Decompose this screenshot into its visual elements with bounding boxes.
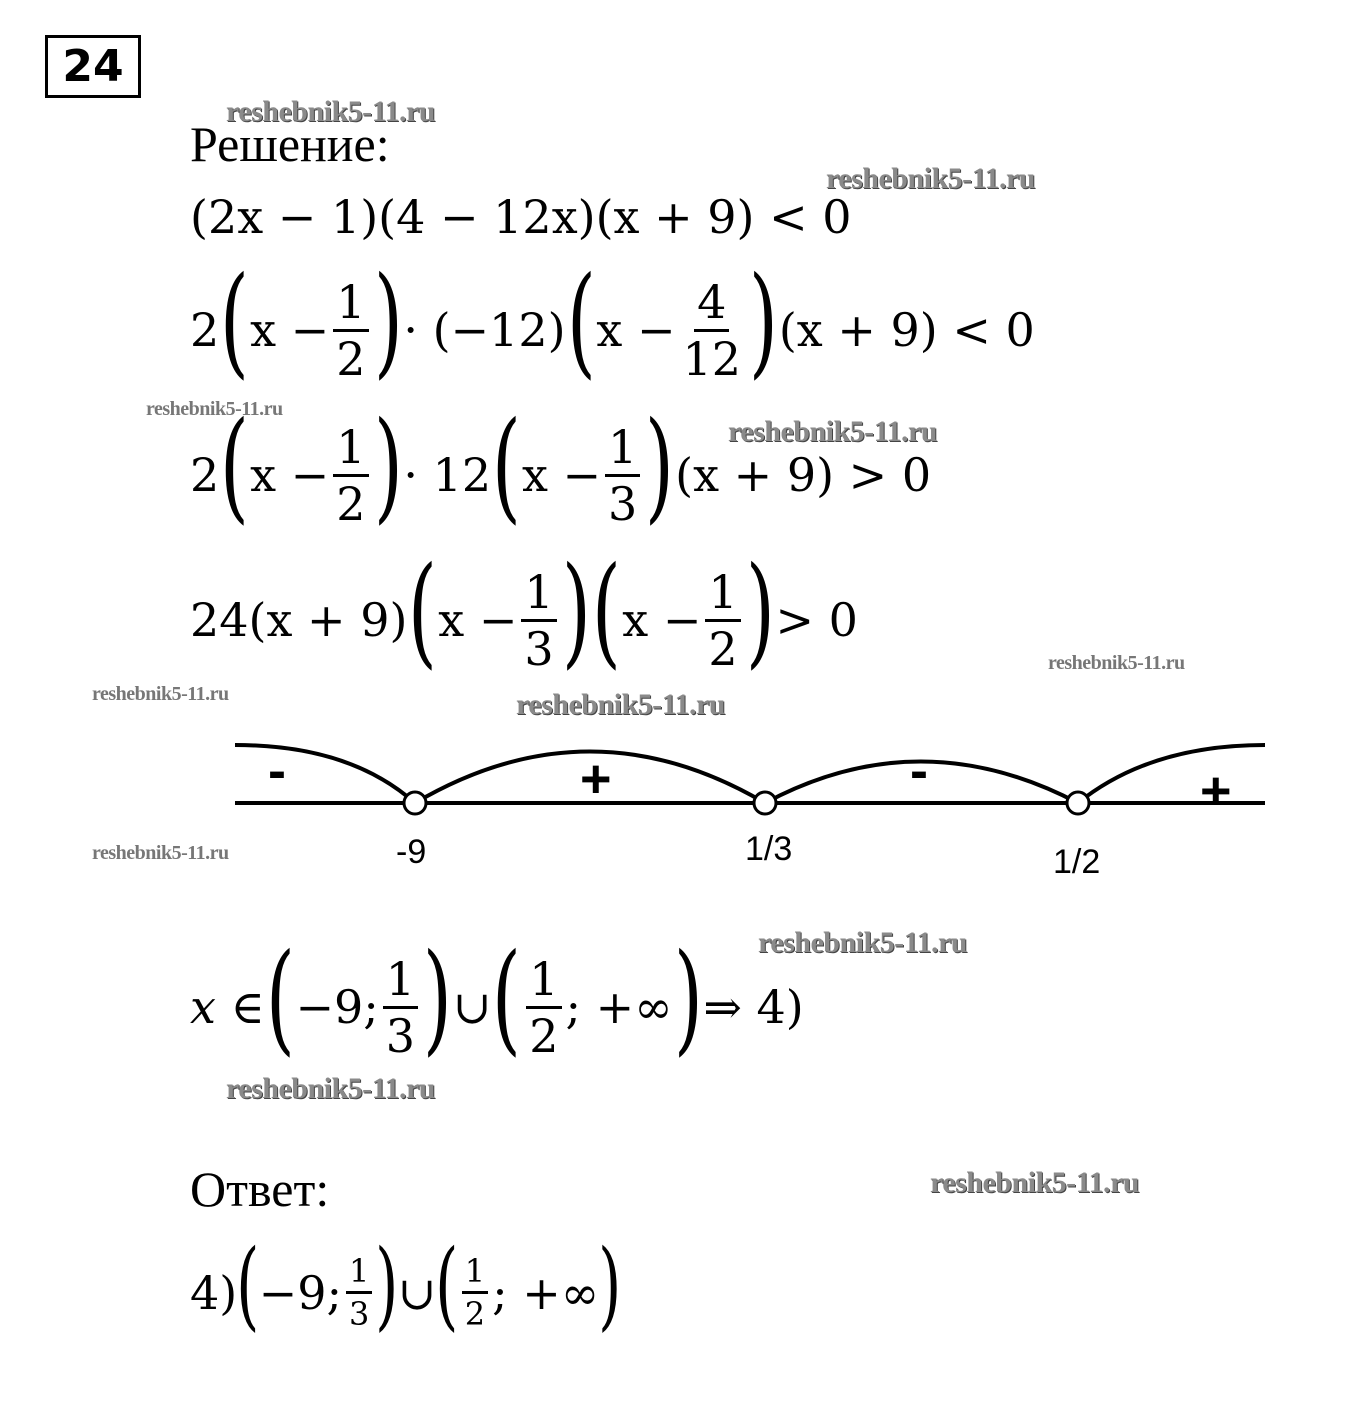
numerator: 1 bbox=[333, 279, 368, 332]
watermark: reshebnik5-11.ru bbox=[226, 95, 435, 128]
union-symbol: ∪ bbox=[397, 1265, 437, 1320]
sign-arc bbox=[235, 745, 415, 803]
term: ; +∞ bbox=[492, 1265, 600, 1320]
left-paren: ( bbox=[492, 929, 522, 1068]
term: · 12 bbox=[403, 448, 492, 502]
numerator: 1 bbox=[346, 1255, 372, 1294]
watermark: reshebnik5-11.ru bbox=[92, 842, 229, 864]
right-paren: ) bbox=[561, 542, 591, 681]
fraction bbox=[521, 564, 556, 676]
term: x − bbox=[622, 593, 702, 647]
equation-line-2 bbox=[190, 252, 1035, 395]
right-paren: ) bbox=[375, 1228, 399, 1341]
term: x − bbox=[250, 448, 330, 502]
left-paren: ( bbox=[492, 397, 522, 536]
denominator: 2 bbox=[336, 331, 366, 386]
point-label: 1/2 bbox=[1053, 843, 1101, 881]
coefficient: 2 bbox=[190, 448, 220, 502]
point-label: -9 bbox=[396, 833, 427, 871]
term: x ∈ bbox=[190, 980, 265, 1034]
numerator: 1 bbox=[605, 424, 640, 477]
sign-minus: - bbox=[268, 741, 286, 801]
fraction bbox=[333, 274, 368, 386]
denominator: 2 bbox=[464, 1295, 486, 1333]
numerator: 1 bbox=[462, 1255, 488, 1294]
watermark: reshebnik5-11.ru bbox=[146, 398, 283, 420]
watermark: reshebnik5-11.ru bbox=[758, 926, 967, 959]
numerator: 1 bbox=[333, 424, 368, 477]
number-line bbox=[0, 720, 1345, 890]
right-paren: ) bbox=[373, 397, 403, 536]
denominator: 3 bbox=[524, 621, 554, 676]
term: · (−12) bbox=[403, 303, 566, 357]
term: −9; bbox=[258, 1265, 342, 1320]
denominator: 2 bbox=[336, 476, 366, 531]
denominator: 3 bbox=[348, 1295, 370, 1333]
result-line bbox=[190, 929, 804, 1072]
term: > 0 bbox=[775, 593, 858, 647]
watermark: reshebnik5-11.ru bbox=[516, 688, 725, 721]
sign-minus: - bbox=[910, 741, 928, 801]
fraction bbox=[679, 274, 744, 386]
numerator: 1 bbox=[705, 569, 740, 622]
denominator: 3 bbox=[385, 1008, 416, 1063]
fraction bbox=[462, 1252, 488, 1333]
coefficient: 2 bbox=[190, 303, 220, 357]
denominator: 2 bbox=[529, 1008, 559, 1063]
sign-arc bbox=[1078, 745, 1265, 803]
term: (x + 9) < 0 bbox=[778, 303, 1035, 357]
fraction bbox=[605, 419, 640, 531]
term: ; +∞ bbox=[565, 980, 673, 1034]
left-paren: ( bbox=[220, 252, 250, 391]
watermark: reshebnik5-11.ru bbox=[728, 415, 937, 448]
denominator: 3 bbox=[608, 476, 638, 531]
right-paren: ) bbox=[748, 252, 778, 391]
right-paren: ) bbox=[745, 542, 775, 681]
equation-line-4 bbox=[190, 542, 858, 685]
term: −9; bbox=[295, 980, 379, 1034]
union-symbol: ∪ bbox=[452, 980, 492, 1034]
watermark: reshebnik5-11.ru bbox=[930, 1166, 1139, 1199]
term: x − bbox=[438, 593, 518, 647]
left-paren: ( bbox=[220, 397, 250, 536]
numerator: 1 bbox=[526, 956, 561, 1009]
fraction bbox=[383, 951, 418, 1063]
answer-line bbox=[190, 1228, 622, 1345]
answer-option: 4) bbox=[190, 1265, 238, 1320]
right-paren: ) bbox=[673, 929, 703, 1068]
equation-text: (2x − 1)(4 − 12x)(x + 9) < 0 bbox=[190, 190, 852, 244]
left-paren: ( bbox=[265, 929, 295, 1068]
open-point bbox=[1067, 792, 1089, 814]
right-paren: ) bbox=[645, 397, 675, 536]
numerator: 1 bbox=[521, 569, 556, 622]
denominator: 2 bbox=[708, 621, 738, 676]
right-paren: ) bbox=[422, 929, 452, 1068]
fraction bbox=[526, 951, 561, 1063]
open-point bbox=[754, 792, 776, 814]
sign-plus: + bbox=[580, 749, 612, 809]
point-label: 1/3 bbox=[745, 830, 793, 868]
fraction bbox=[333, 419, 368, 531]
left-paren: ( bbox=[236, 1228, 260, 1341]
watermark: reshebnik5-11.ru bbox=[92, 683, 229, 705]
watermark: reshebnik5-11.ru bbox=[1048, 652, 1185, 674]
left-paren: ( bbox=[566, 252, 596, 391]
term: 24(x + 9) bbox=[190, 593, 408, 647]
right-paren: ) bbox=[373, 252, 403, 391]
right-paren: ) bbox=[598, 1228, 622, 1341]
term: (x + 9) > 0 bbox=[675, 448, 932, 502]
fraction bbox=[705, 564, 740, 676]
sign-plus: + bbox=[1200, 761, 1232, 821]
watermark: reshebnik5-11.ru bbox=[226, 1072, 435, 1105]
open-point bbox=[404, 792, 426, 814]
watermark: reshebnik5-11.ru bbox=[826, 162, 1035, 195]
left-paren: ( bbox=[592, 542, 622, 681]
answer-heading: Ответ: bbox=[190, 1161, 330, 1217]
solution-heading: Решение: bbox=[190, 116, 390, 172]
term: ⇒ 4) bbox=[703, 980, 804, 1034]
equation-line-1 bbox=[190, 190, 852, 244]
numerator: 1 bbox=[383, 956, 418, 1009]
term: x − bbox=[250, 303, 330, 357]
numerator: 4 bbox=[694, 279, 729, 332]
left-paren: ( bbox=[435, 1228, 459, 1341]
problem-number: 24 bbox=[45, 35, 141, 98]
term: x − bbox=[596, 303, 676, 357]
fraction bbox=[346, 1252, 372, 1333]
term: x − bbox=[521, 448, 602, 502]
denominator: 12 bbox=[682, 331, 742, 386]
left-paren: ( bbox=[408, 542, 438, 681]
